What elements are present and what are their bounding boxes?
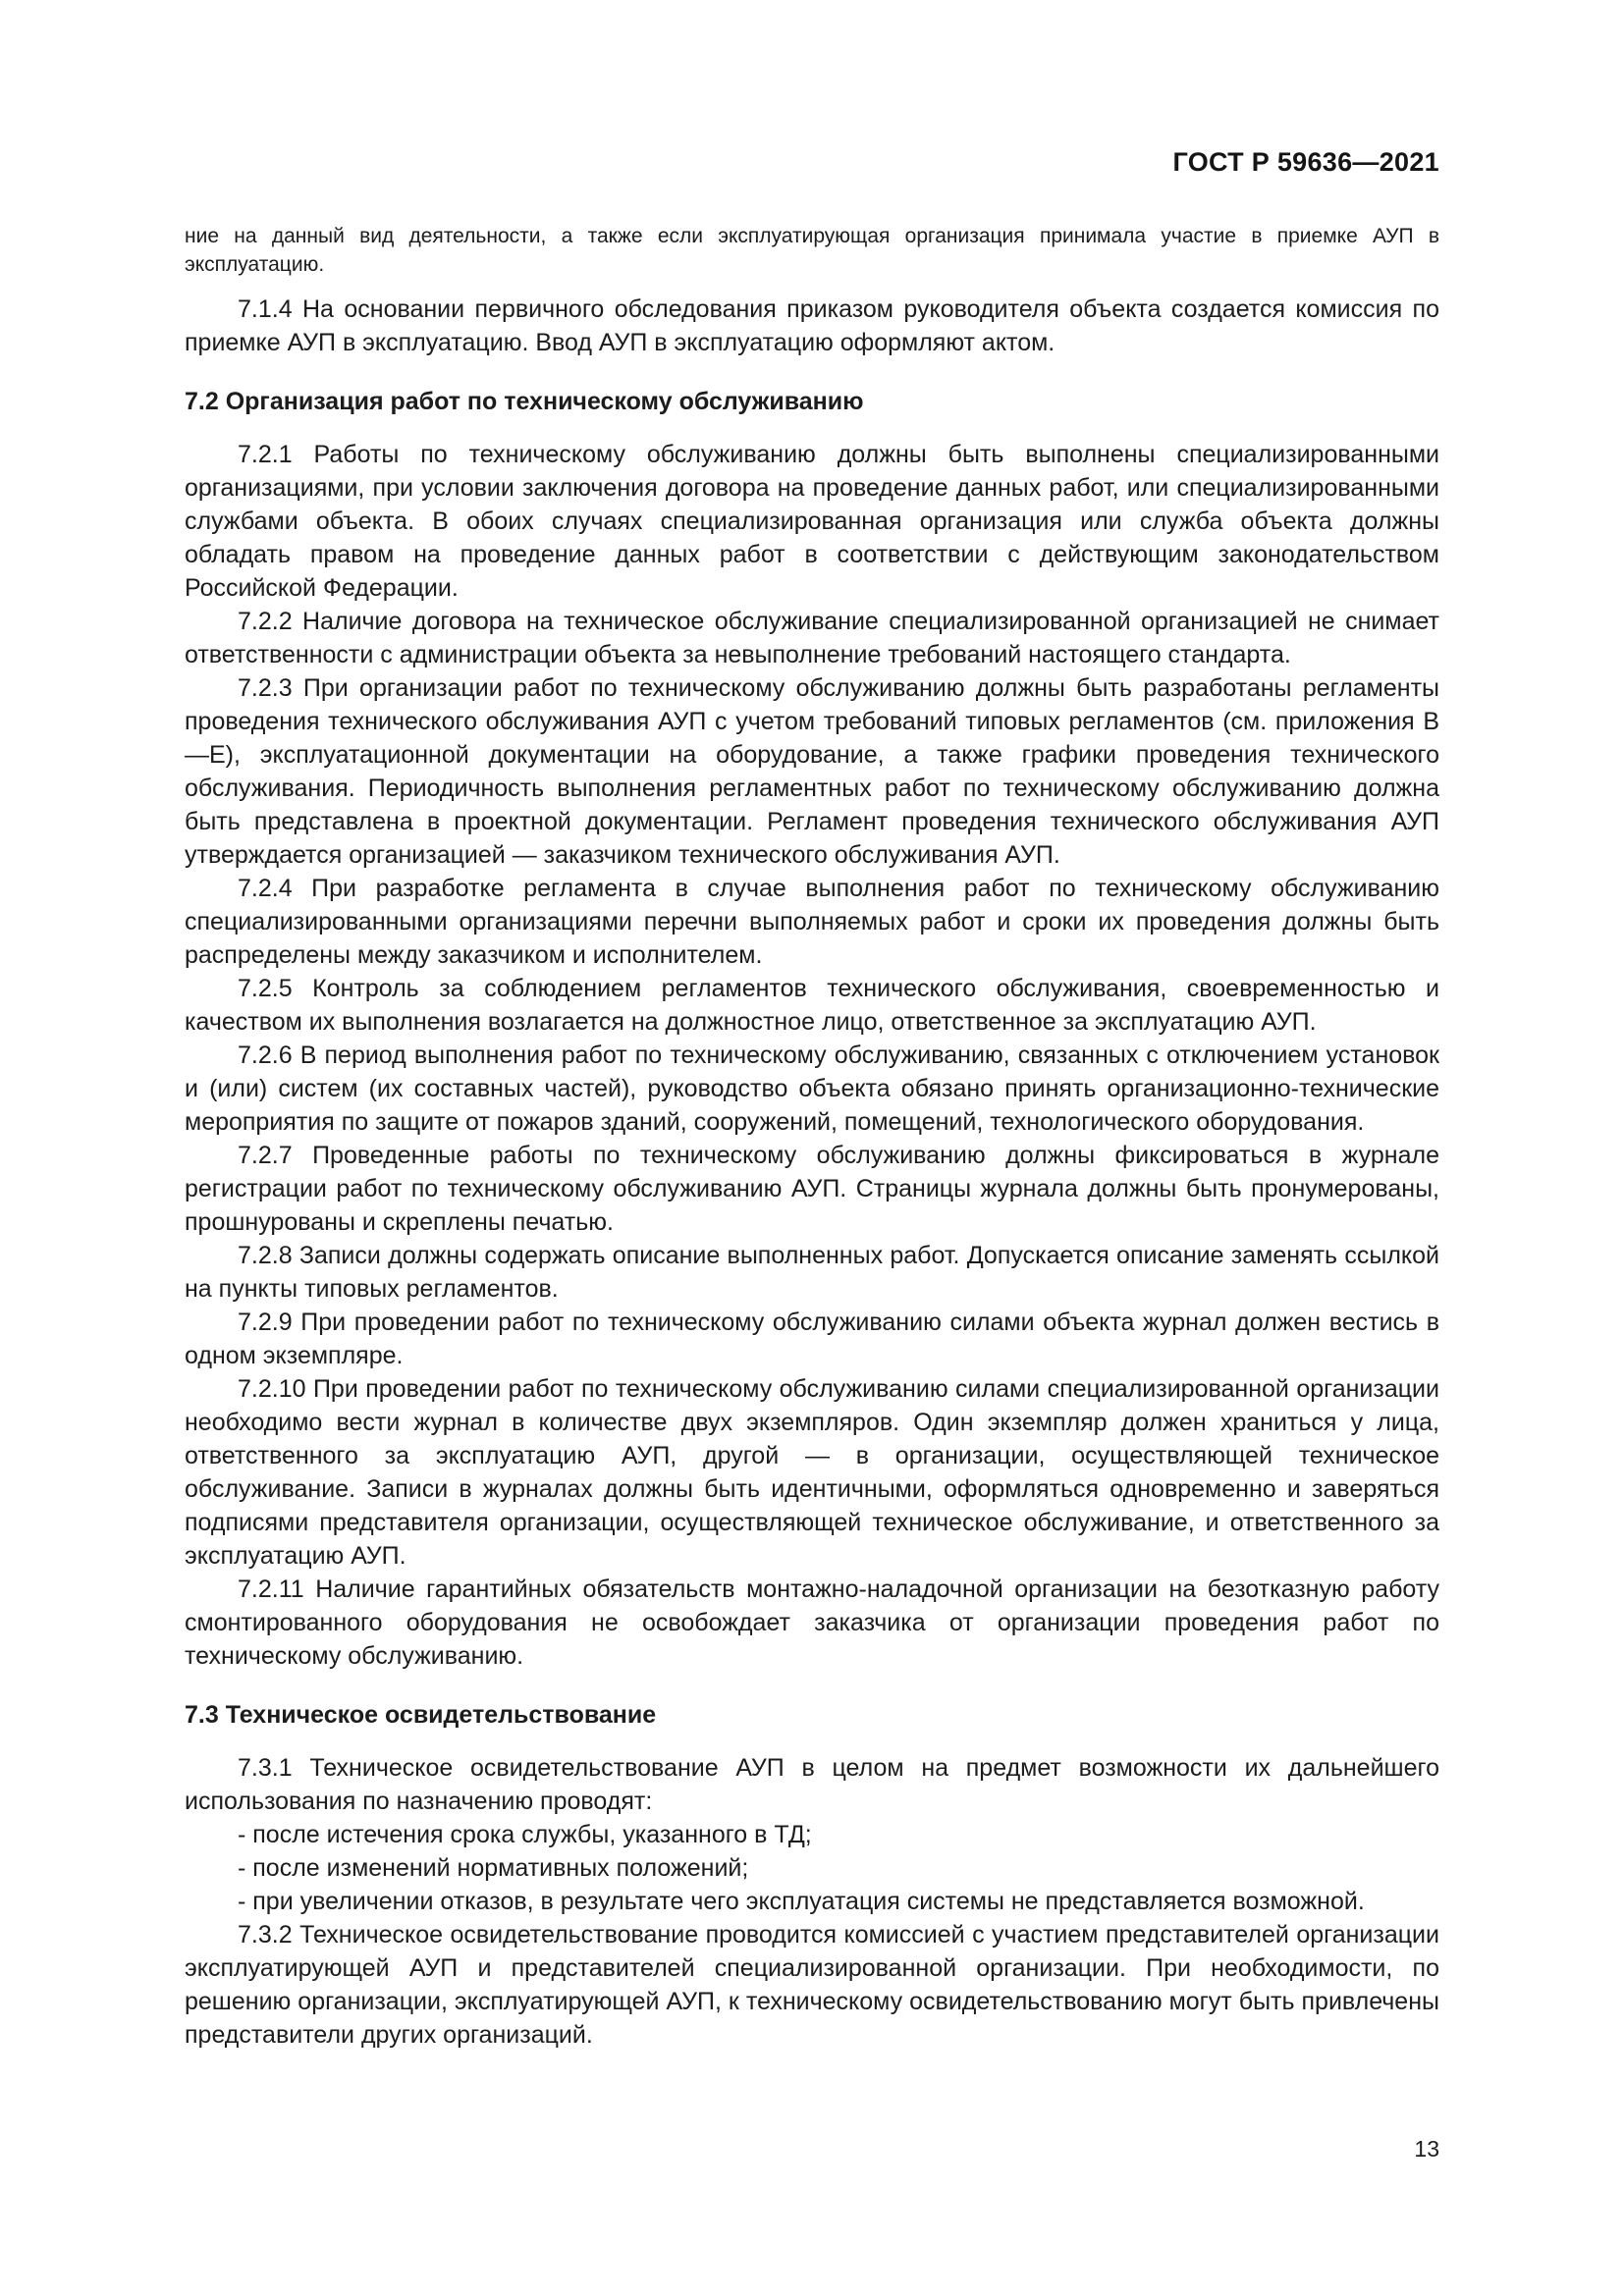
standard-id: ГОСТ Р 59636—2021 (1172, 147, 1439, 177)
paragraph-7-2-1: 7.2.1 Работы по техническому обслуживанию должны быть выполнены специализированными организациями, при условии заключения договора на проведение данных работ, или специализированными службами объекта. В обоих случаях специализированная организация или служба объекта должны обладать правом на проведение данных работ в соответствии с действующим законодательством Российской Федерации. (185, 441, 1439, 602)
paragraph-7-2-6: 7.2.6 В период выполнения работ по техническому обслуживанию, связанных с отключением установок и (или) систем (их составных частей), руководство объекта обязано принять организационно-технические мероприятия по защите от пожаров зданий, сооружений, помещений, технологического оборудования. (185, 1041, 1439, 1136)
paragraph-7-3-2: 7.3.2 Техническое освидетельствование проводится комиссией с участием представителей организации эксплуатирующей АУП и представителей специализированной организации. При необходимости, по решению организации, эксплуатирующей АУП, к техническому освидетельствованию могут быть привлечены представители других организаций. (185, 1921, 1439, 2049)
page-number: 13 (1414, 2136, 1439, 2162)
list-item: - при увеличении отказов, в результате чего эксплуатация системы не представляется возможной. (238, 1888, 1365, 1915)
paragraph-7-1-4: 7.1.4 На основании первичного обследования приказом руководителя объекта создается комиссия по приемке АУП в эксплуатацию. Ввод АУП в эксплуатацию оформляют актом. (185, 295, 1439, 356)
paragraph-7-2-3: 7.2.3 При организации работ по техническому обслуживанию должны быть разработаны регламенты проведения технического обслуживания АУП с учетом требований типовых регламентов (см. приложения В—Е), эксплуатационной документации на оборудование, а также графики проведения технического обслуживания. Периодичность выполнения регламентных работ по техническому обслуживанию должна быть представлена в проектной документации. Регламент проведения технического обслуживания АУП утверждается организацией — заказчиком технического обслуживания АУП. (185, 674, 1439, 869)
list-item: - после истечения срока службы, указанного в ТД; (238, 1821, 812, 1848)
paragraph-7-2-4: 7.2.4 При разработке регламента в случае выполнения работ по техническому обслуживанию специализированными организациями перечни выполняемых работ и сроки их проведения должны быть распределены между заказчиком и исполнителем. (185, 875, 1439, 969)
paragraph-7-3-1: 7.3.1 Техническое освидетельствование АУП в целом на предмет возможности их дальнейшего использования по назначению проводят: (185, 1754, 1439, 1815)
paragraph-7-2-2: 7.2.2 Наличие договора на техническое обслуживание специализированной организацией не снимает ответственности с администрации объекта за невыполнение требований настоящего стандарта. (185, 608, 1439, 668)
section-heading-7-3: 7.3 Техническое освидетельствование (185, 1701, 657, 1729)
paragraph-7-2-7: 7.2.7 Проведенные работы по техническому обслуживанию должны фиксироваться в журнале регистрации работ по техническому обслуживанию АУП. Страницы журнала должны быть пронумерованы, прошнурованы и скреплены печатью. (185, 1142, 1439, 1236)
paragraph-7-2-5: 7.2.5 Контроль за соблюдением регламентов технического обслуживания, своевременностью и качеством их выполнения возлагается на должностное лицо, ответственное за эксплуатацию АУП. (185, 975, 1439, 1036)
section-heading-7-2: 7.2 Организация работ по техническому обслуживанию (185, 388, 864, 415)
paragraph-7-2-9: 7.2.9 При проведении работ по техническому обслуживанию силами объекта журнал должен вестись в одном экземпляре. (185, 1308, 1439, 1369)
paragraph-7-2-10: 7.2.10 При проведении работ по техническому обслуживанию силами специализированной организации необходимо вести журнал в количестве двух экземпляров. Один экземпляр должен храниться у лица, ответственного за эксплуатацию АУП, другой — в организации, осуществляющей техническое обслуживание. Записи в журналах должны быть идентичными, оформляться одновременно и заверяться подписями представителя организации, осуществляющей техническое обслуживание, и ответственного за эксплуатацию АУП. (185, 1375, 1439, 1570)
page-content (185, 222, 1439, 2052)
paragraph-7-2-8: 7.2.8 Записи должны содержать описание выполненных работ. Допускается описание заменять ссылкой на пункты типовых регламентов. (185, 1242, 1439, 1303)
list-item: - после изменений нормативных положений; (238, 1854, 749, 1882)
continuation-paragraph: ние на данный вид деятельности, а также если эксплуатирующая организация принимала участие в приемке АУП в эксплуатацию. (185, 225, 1439, 276)
paragraph-7-2-11: 7.2.11 Наличие гарантийных обязательств монтажно-наладочной организации на безотказную работу смонтированного оборудования не освобождает заказчика от организации проведения работ по техническому обслуживанию. (185, 1575, 1439, 1670)
